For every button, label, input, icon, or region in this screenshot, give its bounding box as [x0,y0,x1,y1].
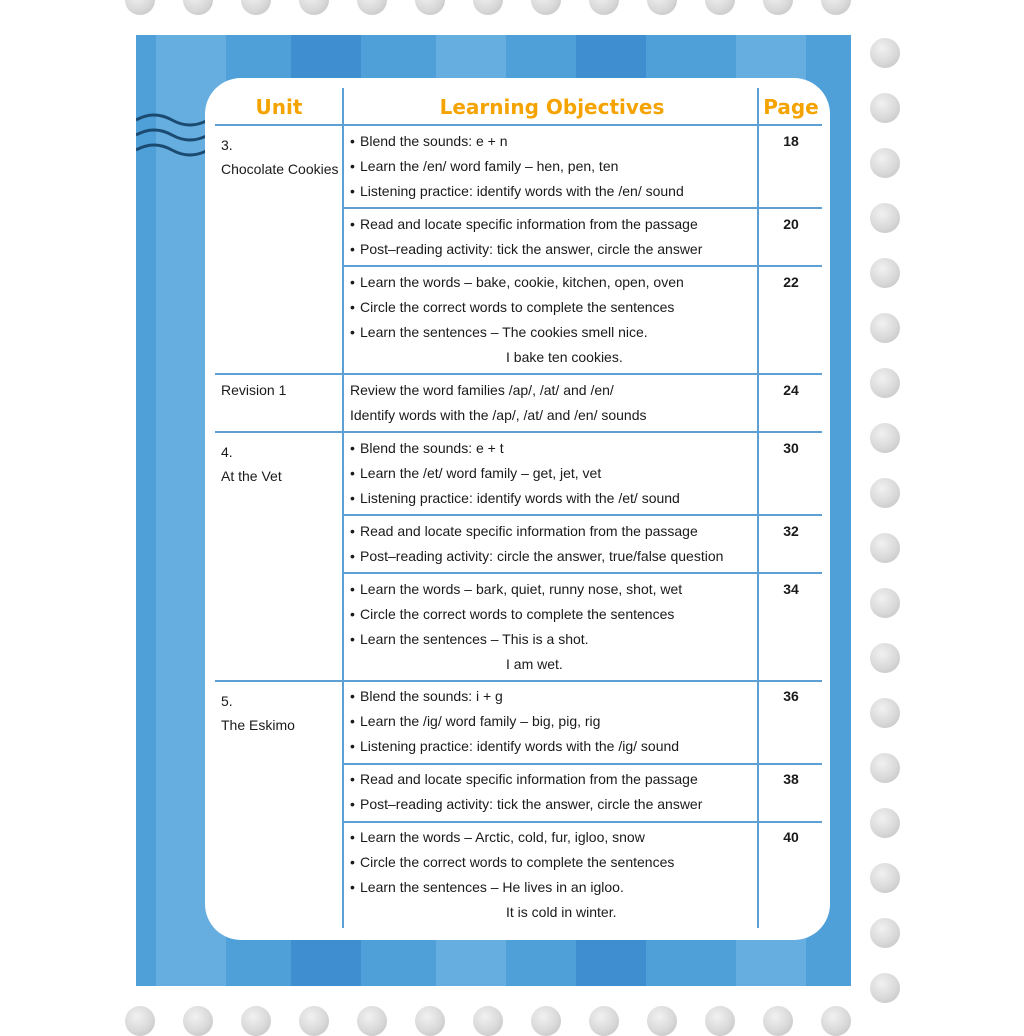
page-number: 24 [783,382,799,398]
perforation-dot [870,643,900,673]
perforation-dot [415,0,445,15]
perforation-dot [870,918,900,948]
objective-text: Circle the correct words to complete the sentences [360,606,675,622]
header-divider [215,124,822,126]
objective-text: Learn the sentences – This is a shot. [360,631,589,647]
objective-text: Learn the words – bake, cookie, kitchen, open, oven [360,274,684,290]
unit-name: Chocolate Cookies [221,161,339,177]
objective-text: Listening practice: identify words with the /et/ sound [360,490,680,506]
objective-text: Learn the sentences – The cookies smell nice. [360,324,648,340]
objective-text: Listening practice: identify words with the /ig/ sound [360,738,680,754]
objective-text: Learn the /en/ word family – hen, pen, ten [360,158,619,174]
row-divider [342,207,822,209]
perforation-dot [870,698,900,728]
column-divider [342,88,344,928]
unit-number: 5. [221,693,233,709]
objective-text: Circle the correct words to complete the sentences [360,299,675,315]
objective-text: Learn the words – bark, quiet, runny nose, shot, wet [360,581,683,597]
page-number: 22 [783,274,799,290]
objective-text: Identify words with the /ap/, /at/ and /en/ sounds [350,407,647,423]
perforation-dot [647,0,677,15]
perforation-dot [299,0,329,15]
perforation-dot [870,93,900,123]
perforation-dot [299,1006,329,1036]
page-number: 18 [783,133,799,149]
row-divider [342,514,822,516]
objective-text: Read and locate specific information from the passage [360,771,698,787]
perforation-dot [870,478,900,508]
objective-text: Circle the correct words to complete the sentences [360,854,675,870]
unit-number: 3. [221,137,233,153]
objective-text: I am wet. [506,656,563,672]
perforation-dot [183,0,213,15]
perforation-dot [870,38,900,68]
perforation-dot [705,1006,735,1036]
perforation-dot [870,313,900,343]
header-page: Page [763,95,819,119]
perforation-dot [589,0,619,15]
perforation-dot [473,1006,503,1036]
unit-number: 4. [221,444,233,460]
perforation-dot [870,368,900,398]
perforation-dot [870,973,900,1003]
objective-text: Blend the sounds: i + g [360,688,503,704]
page-number: 34 [783,581,799,597]
perforation-dot [870,533,900,563]
objective-text: Read and locate specific information from the passage [360,216,698,232]
objective-text: Post–reading activity: tick the answer, circle the answer [360,241,703,257]
page-number: 32 [783,523,799,539]
unit-name: The Eskimo [221,717,295,733]
objective-text: Listening practice: identify words with the /en/ sound [360,183,684,199]
objective-text: Post–reading activity: tick the answer, circle the answer [360,796,703,812]
perforation-dot [870,258,900,288]
page-number: 40 [783,829,799,845]
unit-name: At the Vet [221,468,282,484]
header-objectives: Learning Objectives [439,95,665,119]
objective-text: Learn the /et/ word family – get, jet, vet [360,465,602,481]
perforation-dot [241,0,271,15]
perforation-dot [531,0,561,15]
page-number: 20 [783,216,799,232]
perforation-dot [473,0,503,15]
page-number: 38 [783,771,799,787]
perforation-dot [241,1006,271,1036]
perforation-dot [125,1006,155,1036]
row-divider [342,572,822,574]
perforation-dot [357,0,387,15]
row-divider [215,431,822,433]
perforation-dot [531,1006,561,1036]
perforation-dot [870,148,900,178]
perforation-dot [870,863,900,893]
row-divider [342,821,822,823]
row-divider [215,373,822,375]
objective-text: Learn the sentences – He lives in an igloo. [360,879,624,895]
row-divider [215,680,822,682]
perforation-dot [125,0,155,15]
perforation-dot [183,1006,213,1036]
perforation-dot [763,1006,793,1036]
unit-name: Revision 1 [221,382,287,398]
objective-text: Learn the words – Arctic, cold, fur, igloo, snow [360,829,645,845]
objective-text: Post–reading activity: circle the answer, true/false question [360,548,724,564]
objective-text: Blend the sounds: e + n [360,133,508,149]
perforation-dot [705,0,735,15]
perforation-dot [763,0,793,15]
objective-text: Blend the sounds: e + t [360,440,504,456]
header-unit: Unit [255,95,303,119]
objective-text: Read and locate specific information from the passage [360,523,698,539]
perforation-dot [647,1006,677,1036]
table-header [215,90,822,126]
perforation-dot [589,1006,619,1036]
objective-text: I bake ten cookies. [506,349,623,365]
perforation-dot [357,1006,387,1036]
objective-text: It is cold in winter. [506,904,617,920]
objective-text: Learn the /ig/ word family – big, pig, rig [360,713,601,729]
perforation-dot [821,1006,851,1036]
perforation-dot [821,0,851,15]
perforation-dot [870,423,900,453]
perforation-dot [415,1006,445,1036]
perforation-dot [870,753,900,783]
page-number: 36 [783,688,799,704]
row-divider [342,265,822,267]
perforation-dot [870,808,900,838]
perforation-dot [870,588,900,618]
row-divider [342,763,822,765]
page-number: 30 [783,440,799,456]
objective-text: Review the word families /ap/, /at/ and /en/ [350,382,614,398]
perforation-dot [870,203,900,233]
